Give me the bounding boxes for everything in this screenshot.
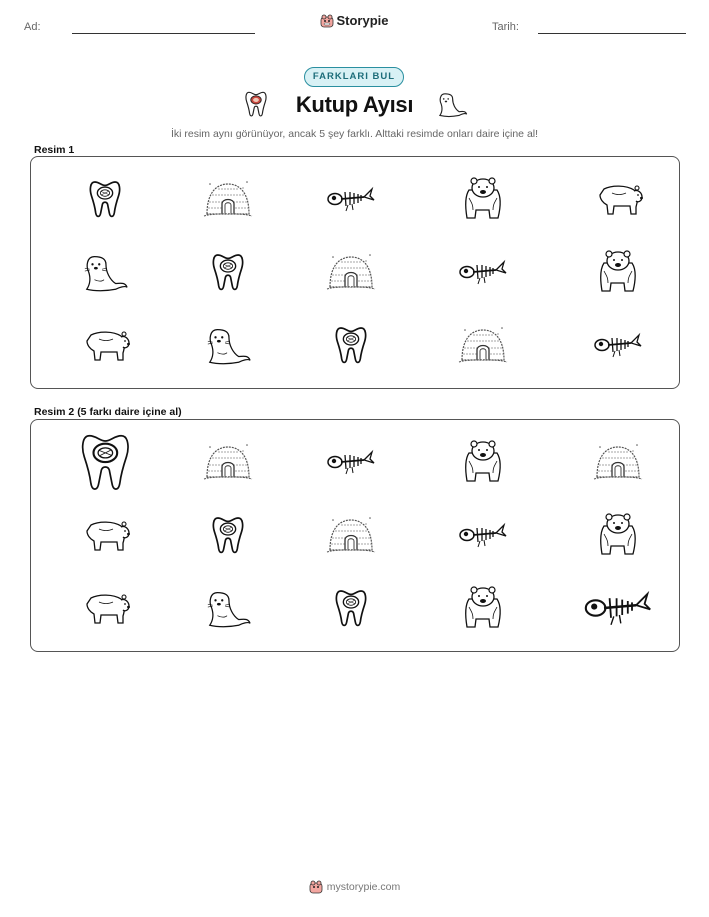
storypie-logo-icon xyxy=(309,880,323,897)
name-line[interactable] xyxy=(72,33,255,34)
bear-walking-icon xyxy=(578,165,658,233)
tooth-icon xyxy=(311,311,391,379)
bear-front-icon xyxy=(443,165,523,233)
igloo-icon[interactable] xyxy=(311,501,391,569)
seal-icon xyxy=(436,90,468,123)
instructions: İki resim aynı görünüyor, ancak 5 şey farklı. Alttaki resimde onları daire içine al! xyxy=(170,128,539,140)
tooth-icon xyxy=(188,238,268,306)
igloo-icon xyxy=(311,238,391,306)
igloo-icon[interactable] xyxy=(578,428,658,496)
fish-skeleton-icon xyxy=(578,311,658,379)
fish-skeleton-icon xyxy=(443,238,523,306)
category-badge: FARKLARI BUL xyxy=(304,67,404,87)
bear-front-icon[interactable] xyxy=(443,574,523,642)
bear-front-icon xyxy=(578,238,658,306)
panel1-label: Resim 1 xyxy=(34,144,75,156)
picture-grid-2 xyxy=(31,420,679,651)
igloo-icon xyxy=(443,311,523,379)
picture-panel-2[interactable] xyxy=(30,419,680,652)
tooth-icon[interactable] xyxy=(311,574,391,642)
picture-panel-1 xyxy=(30,156,680,389)
footer-site[interactable]: mystorypie.com xyxy=(326,881,401,893)
seal-icon[interactable] xyxy=(188,574,268,642)
bear-walking-icon[interactable] xyxy=(65,574,145,642)
igloo-icon xyxy=(188,165,268,233)
tooth-icon[interactable] xyxy=(65,428,145,496)
bear-walking-icon xyxy=(65,311,145,379)
page-title: Kutup Ayısı xyxy=(295,92,414,117)
date-label: Tarih: xyxy=(492,21,519,33)
tooth-icon xyxy=(65,165,145,233)
footer xyxy=(0,880,709,897)
picture-grid-1 xyxy=(31,157,679,388)
brand-logo xyxy=(0,13,709,31)
bear-walking-icon[interactable] xyxy=(65,501,145,569)
panel2-label: Resim 2 (5 farkı daire içine al) xyxy=(34,406,182,418)
bear-front-icon[interactable] xyxy=(578,501,658,569)
name-label: Ad: xyxy=(24,21,41,33)
fish-skeleton-icon xyxy=(311,165,391,233)
igloo-icon[interactable] xyxy=(188,428,268,496)
date-line[interactable] xyxy=(538,33,686,34)
seal-icon xyxy=(188,311,268,379)
seal-icon xyxy=(65,238,145,306)
fish-skeleton-icon[interactable] xyxy=(578,574,658,642)
storypie-logo-icon xyxy=(320,14,334,31)
fish-skeleton-icon[interactable] xyxy=(443,501,523,569)
brand-name: Storypie xyxy=(336,13,389,28)
bear-front-icon[interactable] xyxy=(443,428,523,496)
tooth-icon[interactable] xyxy=(188,501,268,569)
fish-skeleton-icon[interactable] xyxy=(311,428,391,496)
